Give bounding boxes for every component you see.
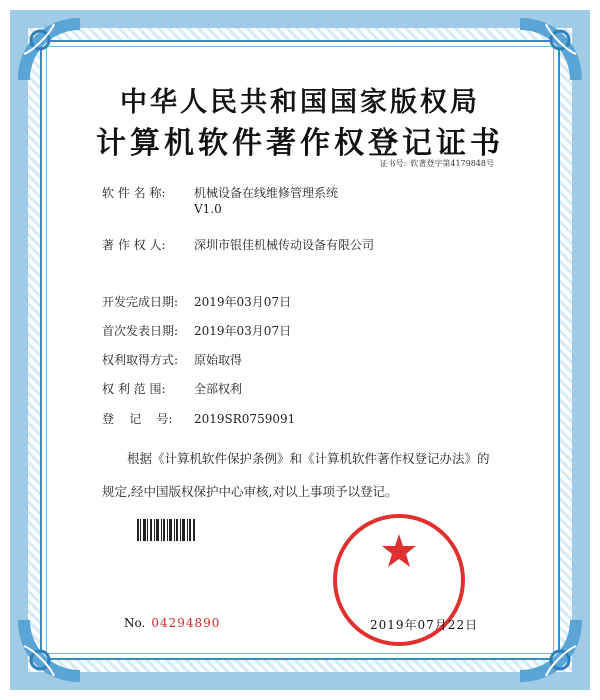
barcode-icon [136, 518, 196, 542]
field-version: V1.0 [194, 202, 222, 216]
statement-line: 规定,经中国版权保护中心审核,对以上事项予以登记。 [102, 484, 398, 499]
field-label: 著 作 权 人: [102, 238, 166, 252]
field-value: 2019年03月07日 [194, 324, 292, 338]
field-label: 登 记 号: [102, 412, 173, 426]
issuer-title: 中华人民共和国国家版权局 [120, 87, 480, 118]
certificate-number [376, 158, 494, 169]
certificate-statement [102, 442, 512, 508]
field-label: 权 利 范 围: [102, 382, 166, 396]
field-publication-date [102, 322, 291, 339]
issue-date: 2019年07月22日 [370, 618, 479, 632]
field-completion-date [102, 293, 291, 310]
certificate-number-label: 证书号: [379, 159, 407, 168]
corner-ornament-icon [516, 14, 586, 84]
field-value: 机械设备在线维修管理系统 [194, 186, 339, 200]
field-label: 权利取得方式: [102, 353, 179, 367]
field-value: 全部权利 [194, 382, 243, 396]
field-label: 开发完成日期: [102, 295, 179, 309]
field-value: 2019年03月07日 [194, 295, 292, 309]
field-label: 软 件 名 称: [102, 186, 166, 200]
field-software-name [102, 184, 339, 216]
field-copyright-owner [102, 236, 374, 253]
statement-line: 根据《计算机软件保护条例》和《计算机软件著作权登记办法》的 [127, 451, 490, 466]
corner-ornament-icon [14, 616, 84, 686]
field-acquisition-method [102, 351, 242, 368]
serial-label: No. [124, 616, 146, 630]
field-value: 2019SR0759091 [194, 412, 296, 426]
certificate-title: 计算机软件著作权登记证书 [96, 126, 504, 161]
field-registration-number [102, 410, 295, 427]
corner-ornament-icon [516, 616, 586, 686]
field-value: 深圳市银佳机械传动设备有限公司 [194, 238, 375, 252]
corner-ornament-icon [14, 14, 84, 84]
serial-value: 04294890 [151, 616, 221, 630]
serial-number [124, 616, 220, 630]
certificate-number-value: 软著登字第4179848号 [410, 159, 494, 168]
field-rights-scope [102, 380, 242, 397]
field-label: 首次发表日期: [102, 324, 179, 338]
field-value: 原始取得 [194, 353, 243, 367]
